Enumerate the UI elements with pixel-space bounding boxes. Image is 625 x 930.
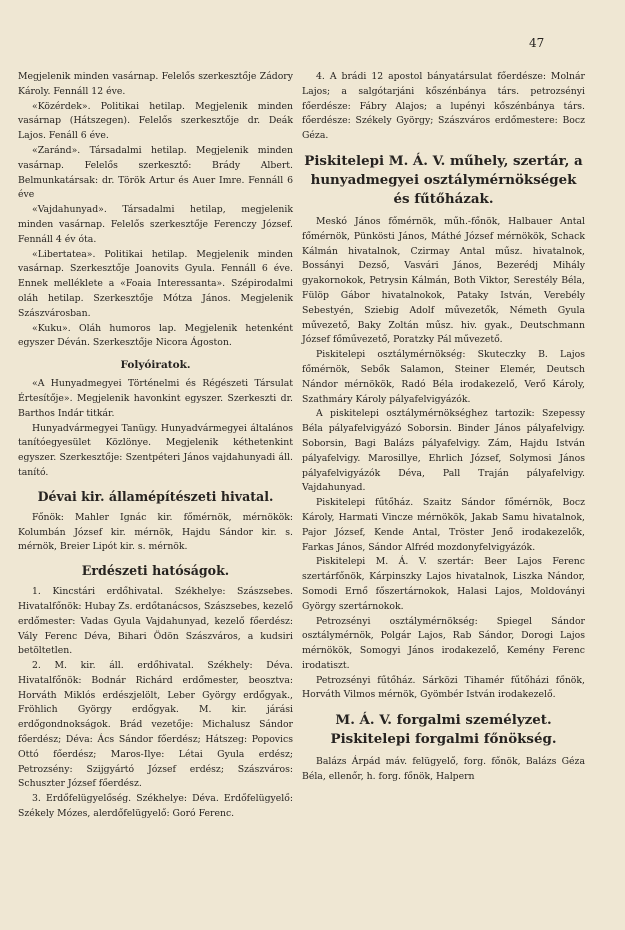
paragraph: «A Hunyadmegyei Történelmi és Régészeti Társulat Értesítője». Megjelenik havonkint egyszer. Szerkeszti dr. Barthos Indár titkár.: [18, 378, 293, 419]
paragraph: Megjelenik minden vasárnap. Felelős szerkesztője Zádory Károly. Fennáll 12 éve.: [18, 71, 293, 97]
paragraph: Balázs Árpád máv. felügyelő, forg. főnök, Balázs Géza Béla, ellenőr, h. forg. főnök, Halpern: [302, 756, 585, 783]
right-column: [302, 70, 585, 785]
paragraph: «Libertatea». Politikai hetilap. Megjelenik minden vasárnap. Szerkesztője Joanovits Gyula. Fennáll 6 éve. Ennek melléklete a «Foaia Interessanta». Szépirodalmi oláh hetilap. Szerkesztője Mótza János. Megjelenik Szászvárosban.: [18, 248, 293, 319]
paragraph: Hunyadvármegyei Tanügy. Hunyadvármegyei általános tanítóegyesület Közlönye. Megjelenik kéthetenkint egyszer. Szerkesztője: Szentpéteri János vajdahunyadi áll. tanító.: [18, 422, 293, 478]
paragraph: Petrozsényi fűtőház. Sárközi Tihamér fűtőházi főnök, Horváth Vilmos mérnök, Gyömbér István irodakezelő.: [302, 674, 585, 701]
page-number: 47: [529, 36, 545, 50]
paragraph: 2. M. kir. áll. erdőhivatal. Székhely: Déva. Hivatalfőnök: Bodnár Richárd erdőmester, beosztva: Horváth Miklós erdészjelölt, Leber György erdőgyak., Fröhlich György erdőgyak. M. kir. járási erdőgondnokságok. Brád vezetője: Michalusz Sándor főerdész; Déva: Ács Sándor főerdész; Hátszeg: Popovics Ottó főerdész; Maros-Ilye: Létai Gyula erdész; Petrozsény: Szijgyártó József erdész; Szászváros: Schuszter József főerdész.: [18, 660, 293, 790]
paragraph: A piskitelepi osztálymérnökséghez tartozik: Szepessy Béla pályafelvigyázó Soborsin. Binder János pályafelvigy. Soborsin, Bagi Balázs pályafelvigy. Zám, Hajdu István pályafelvigy. Marosillye, Ehrlich József, Solymosi János pályafelvigyázók Déva, Pall Traján pályafelvigy. Vajdahunyad.: [302, 408, 585, 494]
paragraph: «Vajdahunyad». Társadalmi hetilap, megjelenik minden vasárnap. Felelős szerkesztője Ferenczy József. Fennáll 4 év óta.: [18, 204, 293, 245]
paragraph: Petrozsényi osztálymérnökség: Spiegel Sándor osztálymérnök, Polgár Lajos, Rab Sándor, Dorogi Lajos mérnökök, Somogyi János irodakezelő, Kemény Ferenc irodatiszt.: [302, 615, 585, 671]
paragraph: Piskitelepi M. Á. V. szertár: Beer Lajos Ferenc szertárfőnök, Kárpinszky Lajos hivatalnok, Liszka Nándor, Somodi Ernő főszertárnokok, Halasi Lajos, Moldoványi György szertárnokok.: [302, 556, 585, 612]
paragraph: Piskitelepi osztálymérnökség: Skuteczky B. Lajos főmérnök, Sebők Salamon, Steiner Elemér, Deutsch Nándor mérnökök, Radó Béla irodakezelő, Verő Károly, Szathmáry Károly pályafelvigyázók.: [302, 349, 585, 405]
paragraph: 4. A brádi 12 apostol bányatársulat főerdésze: Molnár Lajos; a salgótarjáni kőszénbánya társ. petrozsényi főerdésze: Fábry Alajos; a lupényi kőszénbánya társ. főerdésze: Székely György; Szászváros erdőmestere: Bocz Géza.: [302, 71, 585, 142]
paragraph: Piskitelepi fűtőház. Szaitz Sándor főmérnök, Bocz Károly, Harmati Vincze mérnökök, Jakab Samu hivatalnok, Pajor József, Kende Antal, Tröster Jenő irodakezelők, Farkas János, Sándor Alfréd mozdonyfelvigyázók.: [302, 497, 585, 553]
paragraph: 3. Erdőfelügyelőség. Székhelye: Déva. Erdőfelügyelő: Székely Mózes, alerdőfelügyelő: Goró Ferenc.: [18, 793, 293, 820]
paragraph: 1. Kincstári erdőhivatal. Székhelye: Szászsebes. Hivatalfőnök: Hubay Zs. erdőtanácsos, Szászsebes, kezelő erdőmester: Vadas Gyula Vajdahunyad, kezelő főerdész: Vály Ferenc Déva, Bihari Ödön Szászváros, a kudsiri betöltetlen.: [18, 586, 293, 657]
section-heading-forgalmi: M. Á. V. forgalmi személyzet. Piskitelepi forgalmi főnökség.: [330, 712, 557, 748]
paragraph: Főnök: Mahler Ignác kir. főmérnök, mérnökök: Kolumbán József kir. mérnök, Hajdu Sándor kir. s. mérnök, Breier Lipót kir. s. mérnök.: [18, 511, 293, 553]
section-heading-piskitelepi: Piskitelepi M. Á. V. műhely, szertár, a hunyadmegyei osztálymérnökségek és fűtőházak.: [304, 152, 583, 207]
section-heading-erdeszeti: Erdészeti hatóságok.: [81, 563, 230, 579]
paragraph: «Zaránd». Társadalmi hetilap. Megjelenik minden vasárnap. Felelős szerkesztő: Brády Albert. Belmunkatársak: dr. Török Artur és Auer Imre. Fennáll 6 éve: [18, 144, 293, 201]
section-heading-devai: Dévai kir. államépítészeti hivatal.: [37, 488, 274, 504]
paragraph: «Kuku». Oláh humoros lap. Megjelenik hetenként egyszer Déván. Szerkesztője Nicora Ágoston.: [18, 322, 293, 349]
paragraph: Meskó János főmérnök, műh.-főnök, Halbauer Antal főmérnök, Pünkösti János, Máthé József mérnökök, Schack Kálmán hivatalnok, Czirmay Antal műsz. hivatalnok, Bossányi Dezső, Vasvári János, Bezerédj Mihály gyakornokok, Petrysin Kálmán, Both Viktor, Serestély Béla, Fülöp Gábor hivatalnokok, Pataky István, Verebély Sebestyén, Sziebig Adolf művezetők, Németh Gyula művezető, Baky Zoltán műsz. hiv. gyak., Deutschmann József főművezető, Poratzky Pál művezető.: [302, 215, 585, 346]
paragraph: «Közérdek». Politikai hetilap. Megjelenik minden vasárnap (Hátszegen). Felelős szerkesztője dr. Deák Lajos. Fenáll 6 éve.: [18, 100, 293, 142]
left-column: [18, 70, 293, 822]
section-heading-folyoiratok: Folyóiratok.: [120, 359, 191, 372]
